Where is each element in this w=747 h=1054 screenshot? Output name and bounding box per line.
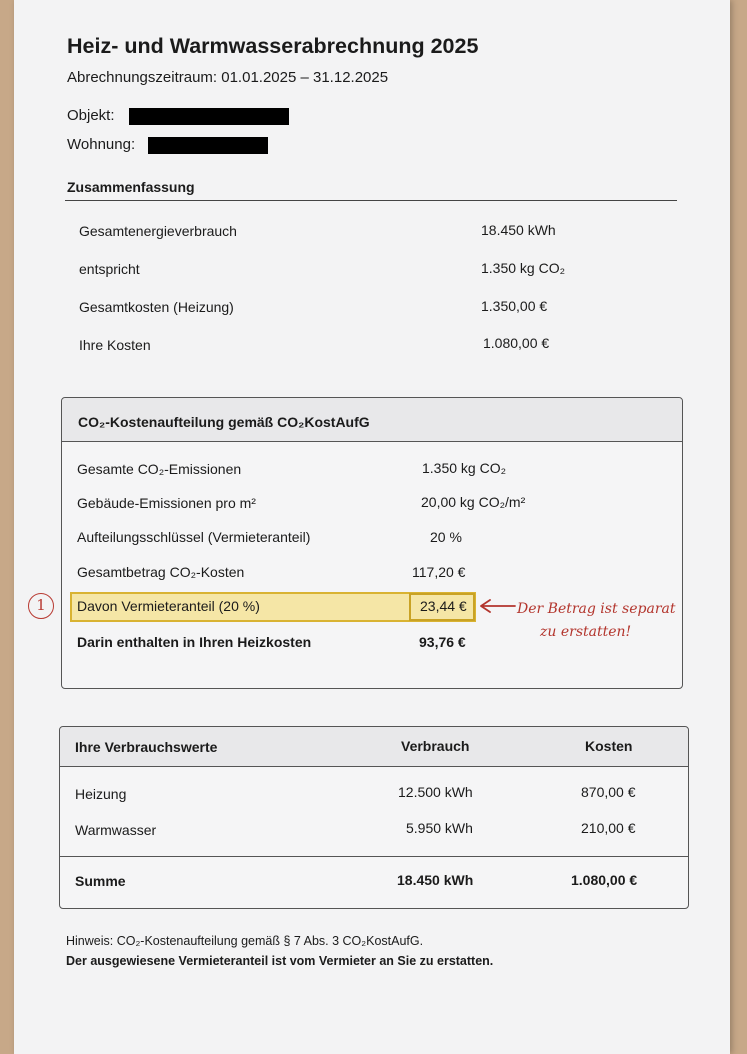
summary-value: 1.350 kg CO₂ [481,260,566,276]
handwritten-note-line1: Der Betrag ist separat [517,601,676,617]
summary-label: Gesamtkosten (Heizung) [79,299,234,315]
landlord-share-value: 23,44 € [420,598,467,614]
usage-row-consumption: 5.950 kWh [406,820,473,836]
footer-hint: Hinweis: CO₂-Kostenaufteilung gemäß § 7 Abs. 3 CO₂KostAufG. [66,934,424,948]
summary-label: Gesamtenergieverbrauch [79,223,237,239]
billing-document [14,0,730,1054]
usage-total-cost: 1.080,00 € [571,872,638,888]
usage-total-divider [60,856,688,857]
co2-row-value: 20 % [430,529,462,545]
usage-header-consumption: Verbrauch [401,738,470,754]
usage-row-cost: 870,00 € [581,784,636,800]
redacted-object [129,108,289,125]
co2-row-value: 117,20 € [412,564,466,580]
usage-row-label: Heizung [75,786,127,802]
summary-value: 1.350,00 € [481,298,548,314]
usage-total-label: Summe [75,873,126,889]
summary-value: 1.080,00 € [483,335,550,351]
footer-notice: Der ausgewiesene Vermieteranteil ist vom Vermieter an Sie zu erstatten. [66,954,494,968]
summary-divider [65,200,677,201]
marker-1-icon: 1 [28,593,54,619]
redacted-apartment [148,137,268,154]
included-in-heating-label: Darin enthalten in Ihren Heizkosten [77,634,312,650]
co2-row-label: Gesamte CO₂-Emissionen [77,461,242,477]
co2-row-value: 20,00 kg CO₂/m² [421,494,526,510]
summary-value: 18.450 kWh [481,222,556,238]
summary-label: entspricht [79,261,140,277]
co2-row-label: Gebäude-Emissionen pro m² [77,495,256,511]
usage-row-label: Warmwasser [75,822,157,838]
co2-row-label: Gesamtbetrag CO₂-Kosten [77,564,245,580]
summary-heading: Zusammenfassung [67,179,195,195]
handwritten-note-line2: zu erstatten! [540,624,632,640]
usage-total-consumption: 18.450 kWh [397,872,474,888]
co2-heading: CO₂-Kostenaufteilung gemäß CO₂KostAufG [78,414,370,430]
document-title: Heiz- und Warmwasserabrechnung 2025 [67,34,479,58]
co2-row-label: Aufteilungsschlüssel (Vermieteranteil) [77,529,311,545]
usage-header-cost: Kosten [585,738,633,754]
summary-label: Ihre Kosten [79,337,151,353]
usage-row-consumption: 12.500 kWh [398,784,473,800]
included-in-heating-value: 93,76 € [419,634,466,650]
co2-row-value: 1.350 kg CO₂ [422,460,507,476]
co2-box-header [62,398,682,442]
usage-row-cost: 210,00 € [581,820,636,836]
billing-period: Abrechnungszeitraum: 01.01.2025 – 31.12.2025 [67,69,389,86]
landlord-share-label: Davon Vermieteranteil (20 %) [77,598,260,614]
usage-header-label: Ihre Verbrauchswerte [75,739,218,755]
arrow-left-icon [478,598,518,614]
apartment-label: Wohnung: [67,136,136,153]
object-label: Objekt: [67,107,115,124]
